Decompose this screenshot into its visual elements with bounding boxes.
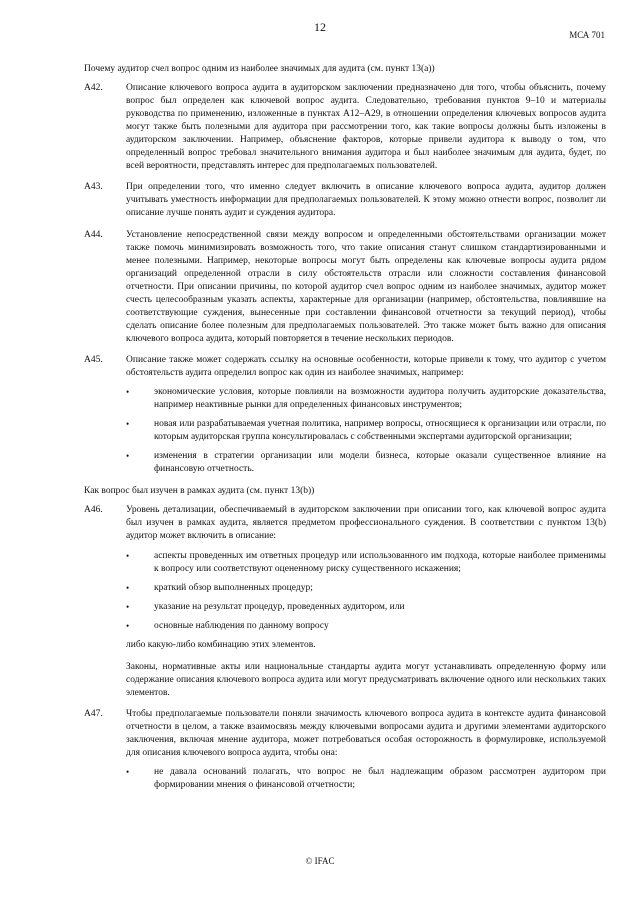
paragraph-number: A46. — [84, 505, 103, 516]
bullet-list — [126, 766, 606, 792]
paragraph-number: A45. — [84, 354, 103, 365]
list-item — [126, 766, 606, 792]
paragraph-number: A43. — [84, 182, 103, 193]
list-item-text: основные наблюдения по данному вопросу — [154, 620, 329, 631]
bullet-icon: • — [126, 767, 130, 778]
paragraph-a45 — [84, 354, 606, 476]
bullet-icon: • — [126, 601, 130, 612]
paragraph-continuation: либо какую-либо комбинацию этих элементов. — [126, 639, 316, 650]
paragraph-text: При определении того, что именно следует включить в описание ключевого вопроса аудита, аудитор должен учитывать уместность информации для предполагаемых пользователей. К этому можно отнести вопрос, позволит ли описание лучше понять аудит и суждения аудитора. — [126, 182, 606, 219]
list-item — [126, 550, 606, 576]
list-item — [126, 386, 606, 412]
paragraph-a46 — [84, 504, 606, 700]
document-code: МСА 701 — [569, 30, 605, 40]
list-item — [126, 601, 606, 614]
paragraph-continuation: Законы, нормативные акты или национальные стандарты аудита могут устанавливать определенную форму или содержание описания ключевого вопроса аудита или могут предусматривать включение одного или нескольких таких элементов. — [126, 661, 606, 698]
list-item-text: аспекты проведенных им ответных процедур или использованного им подхода, которые наиболее применимы к вопросу или соответствуют оцененному риску существенного искажения; — [154, 550, 606, 574]
list-item-text: указание на результат процедур, проведенных аудитором, или — [154, 601, 405, 612]
list-item-text: экономические условия, которые повлияли на возможности аудитора получить аудиторские доказательства, например неактивные рынки для определенных финансовых инструментов; — [154, 387, 606, 411]
bullet-icon: • — [126, 419, 130, 430]
paragraph-a42 — [84, 82, 606, 173]
bullet-icon: • — [126, 387, 130, 398]
bullet-list — [126, 386, 606, 476]
bullet-icon: • — [126, 620, 130, 631]
list-item-text: не давала оснований полагать, что вопрос не был надлежащим образом рассмотрен аудитором при формировании мнения о финансовой отчетности; — [154, 767, 606, 791]
list-item — [126, 582, 606, 595]
bullet-list — [126, 550, 606, 633]
paragraph-text: Уровень детализации, обеспечиваемый в аудиторском заключении при описании того, как ключевой вопрос аудита был изучен в рамках аудита, является предметом профессионального суждения. В соответствии с пунктом 13(b) аудитор может включить в описание: — [126, 505, 606, 542]
list-item — [126, 620, 606, 633]
bullet-icon: • — [126, 451, 130, 462]
paragraph-text: Установление непосредственной связи между вопросом и определенными обстоятельствами организации может также помочь минимизировать возможность того, что такие описания станут слишком стандартизированными и менее полезными. Например, некоторые вопросы могут быть определены как ключевые вопросы аудита рядом организаций определенной отрасли в силу обстоятельств отрасли или сложности составления финансовой отчетности. При описании причины, по которой аудитор счел вопрос одним из наиболее значимых, аудитор может счесть целесообразным указать аспекты, характерные для организации (например, обстоятельства, повлиявшие на соответствующие суждения, вынесенные при составлении финансовой отчетности за текущий период), чтобы сделать описание более полезным для предполагаемых пользователей. Это также может быть важно для описания ключевого вопроса аудита, который повторяется в течение нескольких периодов. — [126, 229, 606, 344]
paragraph-a47 — [84, 708, 606, 792]
list-item-text: новая или разрабатываемая учетная политика, например вопросы, относящиеся к организации или отрасли, по которым аудиторская группа консультировалась с собственными экспертами аудиторской организации; — [154, 419, 606, 443]
page-footer: © IFAC — [305, 856, 335, 866]
list-item — [126, 418, 606, 444]
section-heading-why: Почему аудитор счел вопрос одним из наиболее значимых для аудита (см. пункт 13(а)) — [84, 64, 435, 74]
bullet-icon: • — [126, 582, 130, 593]
section-heading-how: Как вопрос был изучен в рамках аудита (см. пункт 13(b)) — [84, 486, 315, 497]
paragraph-number: A44. — [84, 229, 103, 240]
paragraph-text: Описание ключевого вопроса аудита в аудиторском заключении предназначено для того, чтобы объяснить, почему вопрос был определен как ключевой вопрос аудита. Следовательно, требования пунктов 9–10 и материалы руководства по применению, изложенные в пунктах A12–A29, в отношении определения ключевых вопросов аудита могут также быть полезными для аудитора при рассмотрении того, как такие вопросы должны быть изложены в аудиторском заключении. Например, объяснение факторов, которые привели аудитора к выводу о том, что определенный вопрос требовал значительного внимания аудитора и был наиболее значимым для аудита, будет, по всей вероятности, представлять интерес для предполагаемых пользователей. — [126, 83, 606, 172]
paragraph-a44 — [84, 229, 606, 346]
bullet-icon: • — [126, 550, 130, 561]
list-item-text: изменения в стратегии организации или модели бизнеса, которые оказали существенное влияние на финансовую отчетность. — [154, 451, 606, 475]
paragraph-number: A42. — [84, 83, 103, 94]
page-content — [84, 63, 606, 800]
paragraph-text: Описание также может содержать ссылку на основные особенности, которые привели к тому, что аудитор с учетом обстоятельств аудита определил вопрос как один из наиболее значимых, например: — [126, 354, 606, 378]
list-item-text: краткий обзор выполненных процедур; — [154, 582, 313, 593]
paragraph-number: A47. — [84, 708, 103, 719]
list-item — [126, 450, 606, 476]
paragraph-a43 — [84, 181, 606, 220]
paragraph-text: Чтобы предполагаемые пользователи поняли значимость ключевого вопроса аудита в контексте аудита финансовой отчетности в целом, а также взаимосвязь между ключевыми вопросами аудита и другими элементами аудиторского заключения, включая мнение аудитора, может потребоваться особая осторожность в формулировке, используемой для описания ключевого вопроса аудита, чтобы она: — [126, 708, 606, 759]
page-number: 12 — [314, 20, 326, 34]
